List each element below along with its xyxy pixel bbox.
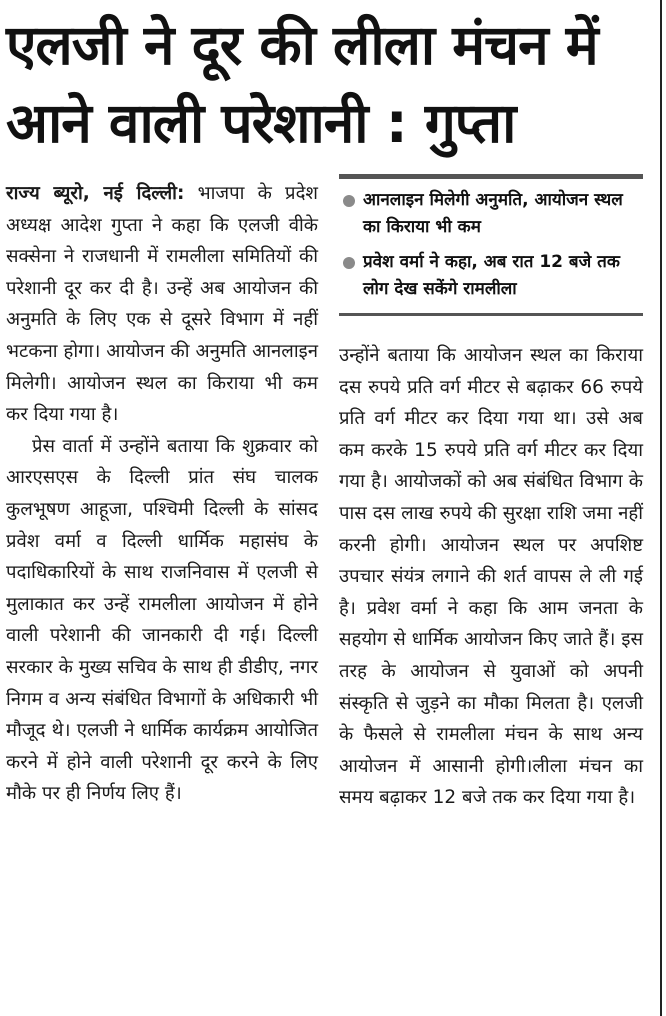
article-column-left xyxy=(6,178,318,810)
article-paragraph-3: उन्होंने बताया कि आयोजन स्थल का किराया दस रुपये प्रति वर्ग मीटर से बढ़ाकर 66 रुपये प्रति वर्ग मीटर कर दिया गया था। उसे अब कम करके 15 रुपये प्रति वर्ग मीटर कर दिया गया है। आयोजकों को अब संबंधित विभाग के पास दस लाख रुपये की सुरक्षा राशि जमा नहीं करनी होगी। आयोजन स्थल पर अपशिष्ट उपचार संयंत्र लगाने की शर्त वापस ले ली गई है। प्रवेश वर्मा ने कहा कि आम जनता के सहयोग से धार्मिक आयोजन किए जाते हैं। इस तरह के आयोजन से युवाओं को अपनी संस्कृति से जुड़ने का मौका मिलता है। एलजी के फैसले से रामलीला मंचन के साथ अन्य आयोजन में आसानी होगी।लीला मंचन का समय बढ़ाकर 12 बजे तक कर दिया गया है। xyxy=(339,345,643,809)
highlight-item xyxy=(339,249,643,303)
article-paragraph-1-text: भाजपा के प्रदेश अध्यक्ष आदेश गुप्ता ने कहा कि एलजी वीके सक्सेना ने राजधानी में रामलीला समितियों की परेशानी दूर कर दी है। उन्हें अब आयोजन की अनुमति के लिए एक से दूसरे विभाग में नहीं भटकना होगा। आयोजन की अनुमति आनलाइन मिलेगी। आयोजन स्थल का किराया भी कम कर दिया गया है। xyxy=(6,183,318,426)
dateline: राज्य ब्यूरो, नई दिल्ली: xyxy=(6,183,185,204)
headline-line-1: एलजी ने दूर की लीला मंचन में xyxy=(6,13,598,77)
highlight-text: आनलाइन मिलेगी अनुमति, आयोजन स्थल का किराया भी कम xyxy=(363,190,623,237)
article-column-right xyxy=(339,340,643,814)
highlights-box xyxy=(339,174,643,316)
highlight-item xyxy=(339,187,643,241)
headline xyxy=(6,6,646,162)
headline-line-2: आने वाली परेशानी : गुप्ता xyxy=(6,91,516,155)
bullet-icon xyxy=(343,257,355,269)
bullet-icon xyxy=(343,195,355,207)
column-rule xyxy=(660,0,662,1016)
article-paragraph-1 xyxy=(6,178,318,431)
highlight-text: प्रवेश वर्मा ने कहा, अब रात 12 बजे तक लोग देख सकेंगे रामलीला xyxy=(363,252,620,299)
article-paragraph-2: प्रेस वार्ता में उन्होंने बताया कि शुक्रवार को आरएसएस के दिल्ली प्रांत संघ चालक कुलभूषण आहूजा, पश्चिमी दिल्ली के सांसद प्रवेश वर्मा व दिल्ली धार्मिक महासंघ के पदाधिकारियों के साथ राजनिवास में एलजी से मुलाकात कर उन्हें रामलीला आयोजन में होने वाली परेशानी की जानकारी दी गई। दिल्ली सरकार के मुख्य सचिव के साथ ही डीडीए, नगर निगम व अन्य संबंधित विभागों के अधिकारी भी मौजूद थे। एलजी ने धार्मिक कार्यक्रम आयोजित करने में होने वाली परेशानी दूर करने के लिए मौके पर ही निर्णय लिए हैं। xyxy=(6,435,318,805)
